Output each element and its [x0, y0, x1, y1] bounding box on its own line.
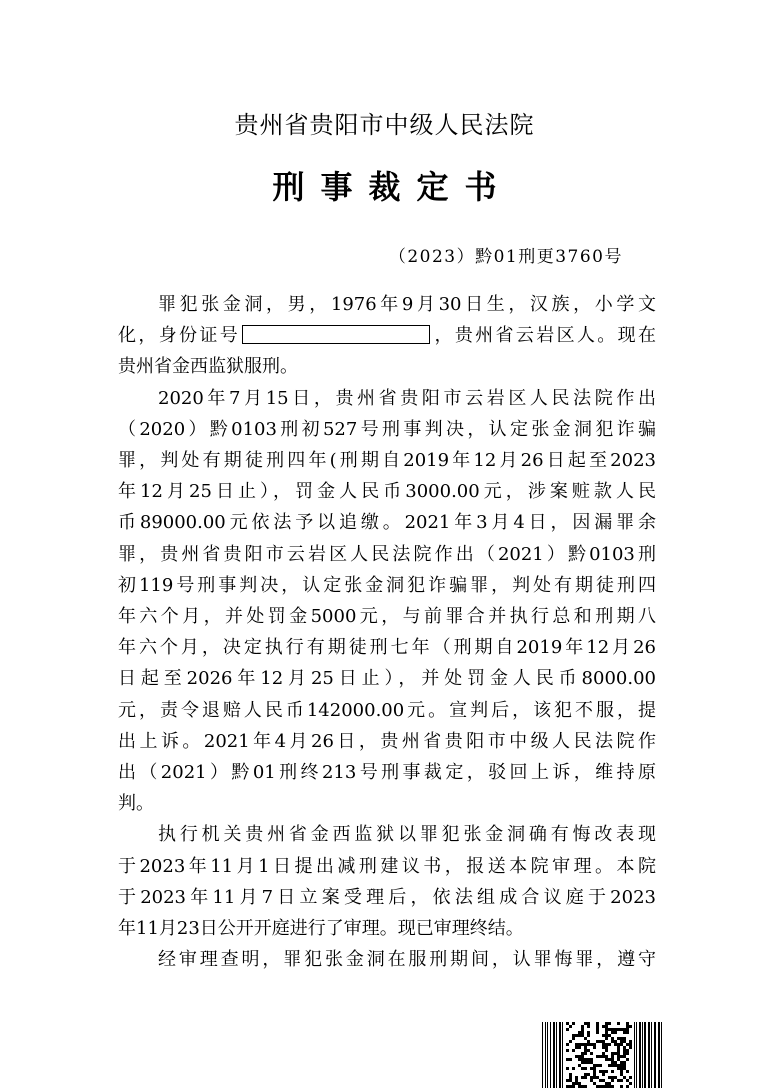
text-line: 于2023年11月7日立案受理后，依法组成合议庭于2023 [118, 886, 656, 908]
text-segment: 化，身份证号 [118, 325, 241, 347]
paragraph-procedure [118, 819, 656, 944]
text-line: 罪，判处有期徒刑四年(刑期自2019年12月26日起至2023 [118, 450, 656, 472]
text-line: 贵州省金西监狱服刑。 [118, 356, 298, 378]
barcode-qr-code [542, 1022, 662, 1088]
text-segment: ，贵州省云岩区人。现在 [432, 325, 657, 347]
paragraph-findings [118, 944, 656, 975]
text-line: 经审理查明，罪犯张金洞在服刑期间，认罪悔罪，遵守 [158, 949, 656, 971]
text-line: 年12月25日止），罚金人民币3000.00元，涉案赃款人民 [118, 481, 656, 503]
paragraph-history [118, 383, 656, 820]
case-number: （2023）黔01刑更3760号 [388, 247, 623, 267]
text-line: 罪犯张金洞，男，1976年9月30日生，汉族，小学文 [158, 294, 656, 315]
redacted-id-box [242, 325, 430, 344]
text-line: 元，责令退赔人民币142000.00元。宣判后，该犯不服，提 [118, 699, 656, 721]
document-title: 刑事裁定书 [272, 168, 513, 206]
barcode-graphic [542, 1022, 662, 1088]
text-line: 年11月23日公开开庭进行了审理。现已审理终结。 [118, 918, 524, 940]
paragraph-defendant [118, 289, 656, 383]
text-line: 币89000.00元依法予以追缴。2021年3月4日，因漏罪余 [118, 512, 656, 534]
text-line: 2020年7月15日，贵州省贵阳市云岩区人民法院作出 [158, 387, 656, 409]
text-line: 初119号刑事判决，认定张金洞犯诈骗罪，判处有期徒刑四 [118, 574, 656, 596]
text-line: 执行机关贵州省金西监狱以罪犯张金洞确有悔改表现 [158, 824, 656, 846]
text-line: 年六个月，并处罚金5000元，与前罪合并执行总和刑期八 [118, 606, 656, 628]
text-line: 判。 [118, 793, 154, 815]
text-line: （2020）黔0103刑初527号刑事判决，认定张金洞犯诈骗 [118, 418, 656, 440]
text-line: 出上诉。2021年4月26日，贵州省贵阳市中级人民法院作 [118, 730, 656, 752]
text-line: 出（2021）黔01刑终213号刑事裁定，驳回上诉，维持原 [118, 762, 656, 784]
text-line: 于2023年11月1日提出减刑建议书，报送本院审理。本院 [118, 855, 656, 877]
text-line: 罪，贵州省贵阳市云岩区人民法院作出（2021）黔0103刑 [118, 543, 656, 565]
text-line: 年六个月，决定执行有期徒刑七年（刑期自2019年12月26 [118, 637, 656, 659]
court-name: 贵州省贵阳市中级人民法院 [234, 111, 535, 139]
text-line: 日起至2026年12月25日止），并处罚金人民币8000.00 [118, 668, 656, 690]
document-body [118, 289, 656, 975]
text-line [118, 320, 656, 351]
